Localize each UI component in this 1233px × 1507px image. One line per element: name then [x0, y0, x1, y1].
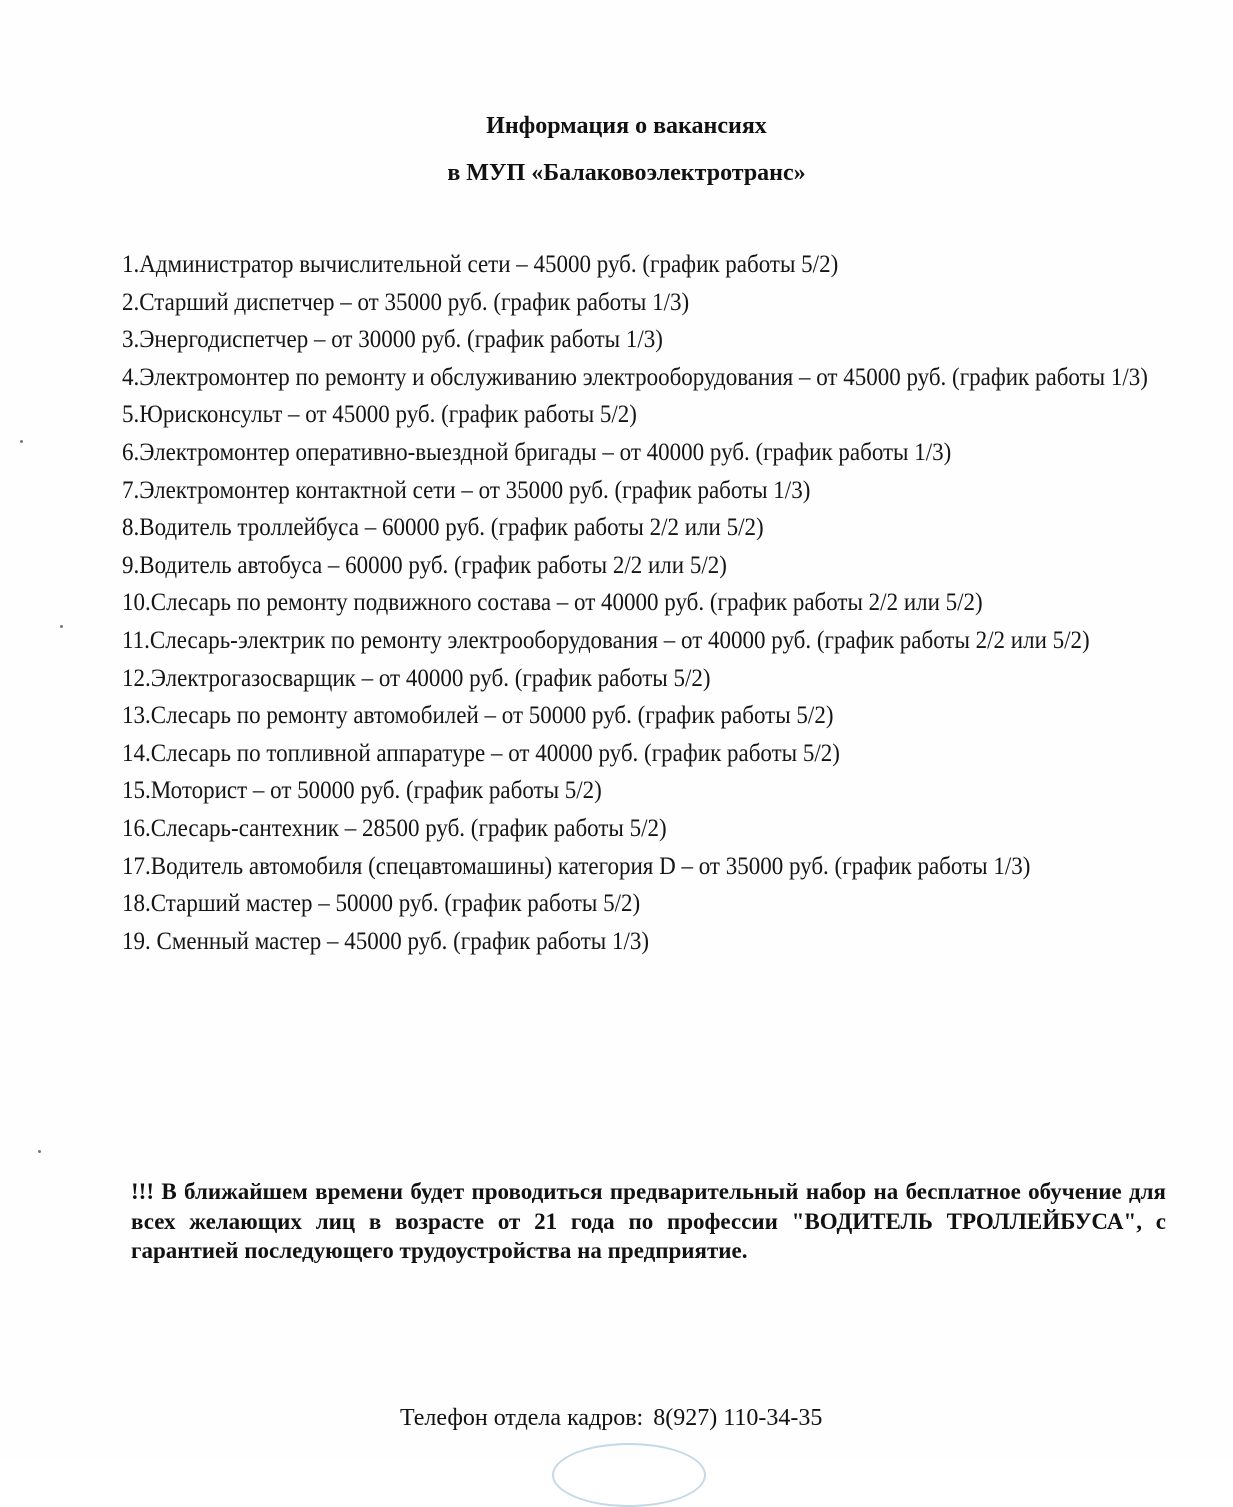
vacancy-item: 1.Администратор вычислительной сети – 45000 руб. (график работы 5/2) — [122, 251, 839, 278]
vacancy-item: 6.Электромонтер оперативно-выездной бригады – от 40000 руб. (график работы 1/3) — [122, 438, 952, 466]
vacancy-item: 11.Слесарь-электрик по ремонту электрооборудования – от 40000 руб. (график работы 2/2 или 5/2) — [122, 626, 1090, 654]
vacancy-item: 2.Старший диспетчер – от 35000 руб. (график работы 1/3) — [122, 288, 690, 316]
document-subtitle: в МУП «Балаковоэлектротранс» — [447, 160, 806, 186]
vacancy-list — [122, 246, 1162, 960]
vacancy-item: 4.Электромонтер по ремонту и обслуживанию электрооборудования – от 45000 руб. (график работы 1/3) — [122, 363, 1148, 391]
hr-phone — [400, 1405, 822, 1432]
scan-speck — [38, 1150, 41, 1153]
vacancy-item: 10.Слесарь по ремонту подвижного состава – от 40000 руб. (график работы 2/2 или 5/2) — [122, 589, 983, 617]
phone-number: 8(927) 110-34-35 — [653, 1405, 823, 1431]
vacancy-item: 5.Юрисконсульт – от 45000 руб. (график работы 5/2) — [122, 401, 637, 429]
vacancy-item: 8.Водитель троллейбуса – 60000 руб. (график работы 2/2 или 5/2) — [122, 514, 764, 542]
vacancy-item: 18.Старший мастер – 50000 руб. (график работы 5/2) — [122, 890, 641, 918]
vacancy-item: 7.Электромонтер контактной сети – от 35000 руб. (график работы 1/3) — [122, 476, 811, 504]
vacancy-item: 12.Электрогазосварщик – от 40000 руб. (график работы 5/2) — [122, 664, 711, 692]
scan-speck — [20, 440, 23, 443]
vacancy-item: 3.Энергодиспетчер – от 30000 руб. (график работы 1/3) — [122, 326, 663, 354]
document-title: Информация о вакансиях — [486, 113, 767, 139]
vacancy-item: 16.Слесарь-сантехник – 28500 руб. (график работы 5/2) — [122, 814, 667, 842]
scan-speck — [60, 625, 63, 628]
stamp-seal-icon — [552, 1443, 706, 1507]
training-notice: !!! В ближайшем времени будет проводиться предварительный набор на бесплатное обучение для всех желающих лиц в возрасте от 21 года по профессии "ВОДИТЕЛЬ ТРОЛЛЕЙБУСА", с гарантией последующего трудоустройства на предприятие. — [131, 1179, 1166, 1263]
vacancy-item: 13.Слесарь по ремонту автомобилей – от 50000 руб. (график работы 5/2) — [122, 702, 834, 730]
vacancy-item: 14.Слесарь по топливной аппаратуре – от 40000 руб. (график работы 5/2) — [122, 739, 840, 767]
vacancy-item: 19. Сменный мастер – 45000 руб. (график работы 1/3) — [122, 927, 650, 955]
vacancy-item: 15.Моторист – от 50000 руб. (график работы 5/2) — [122, 777, 602, 805]
phone-label: Телефон отдела кадров: — [400, 1405, 644, 1431]
vacancy-item: 9.Водитель автобуса – 60000 руб. (график работы 2/2 или 5/2) — [122, 551, 727, 579]
vacancy-item: 17.Водитель автомобиля (спецавтомашины) категория D – от 35000 руб. (график работы 1/3) — [122, 852, 1031, 880]
